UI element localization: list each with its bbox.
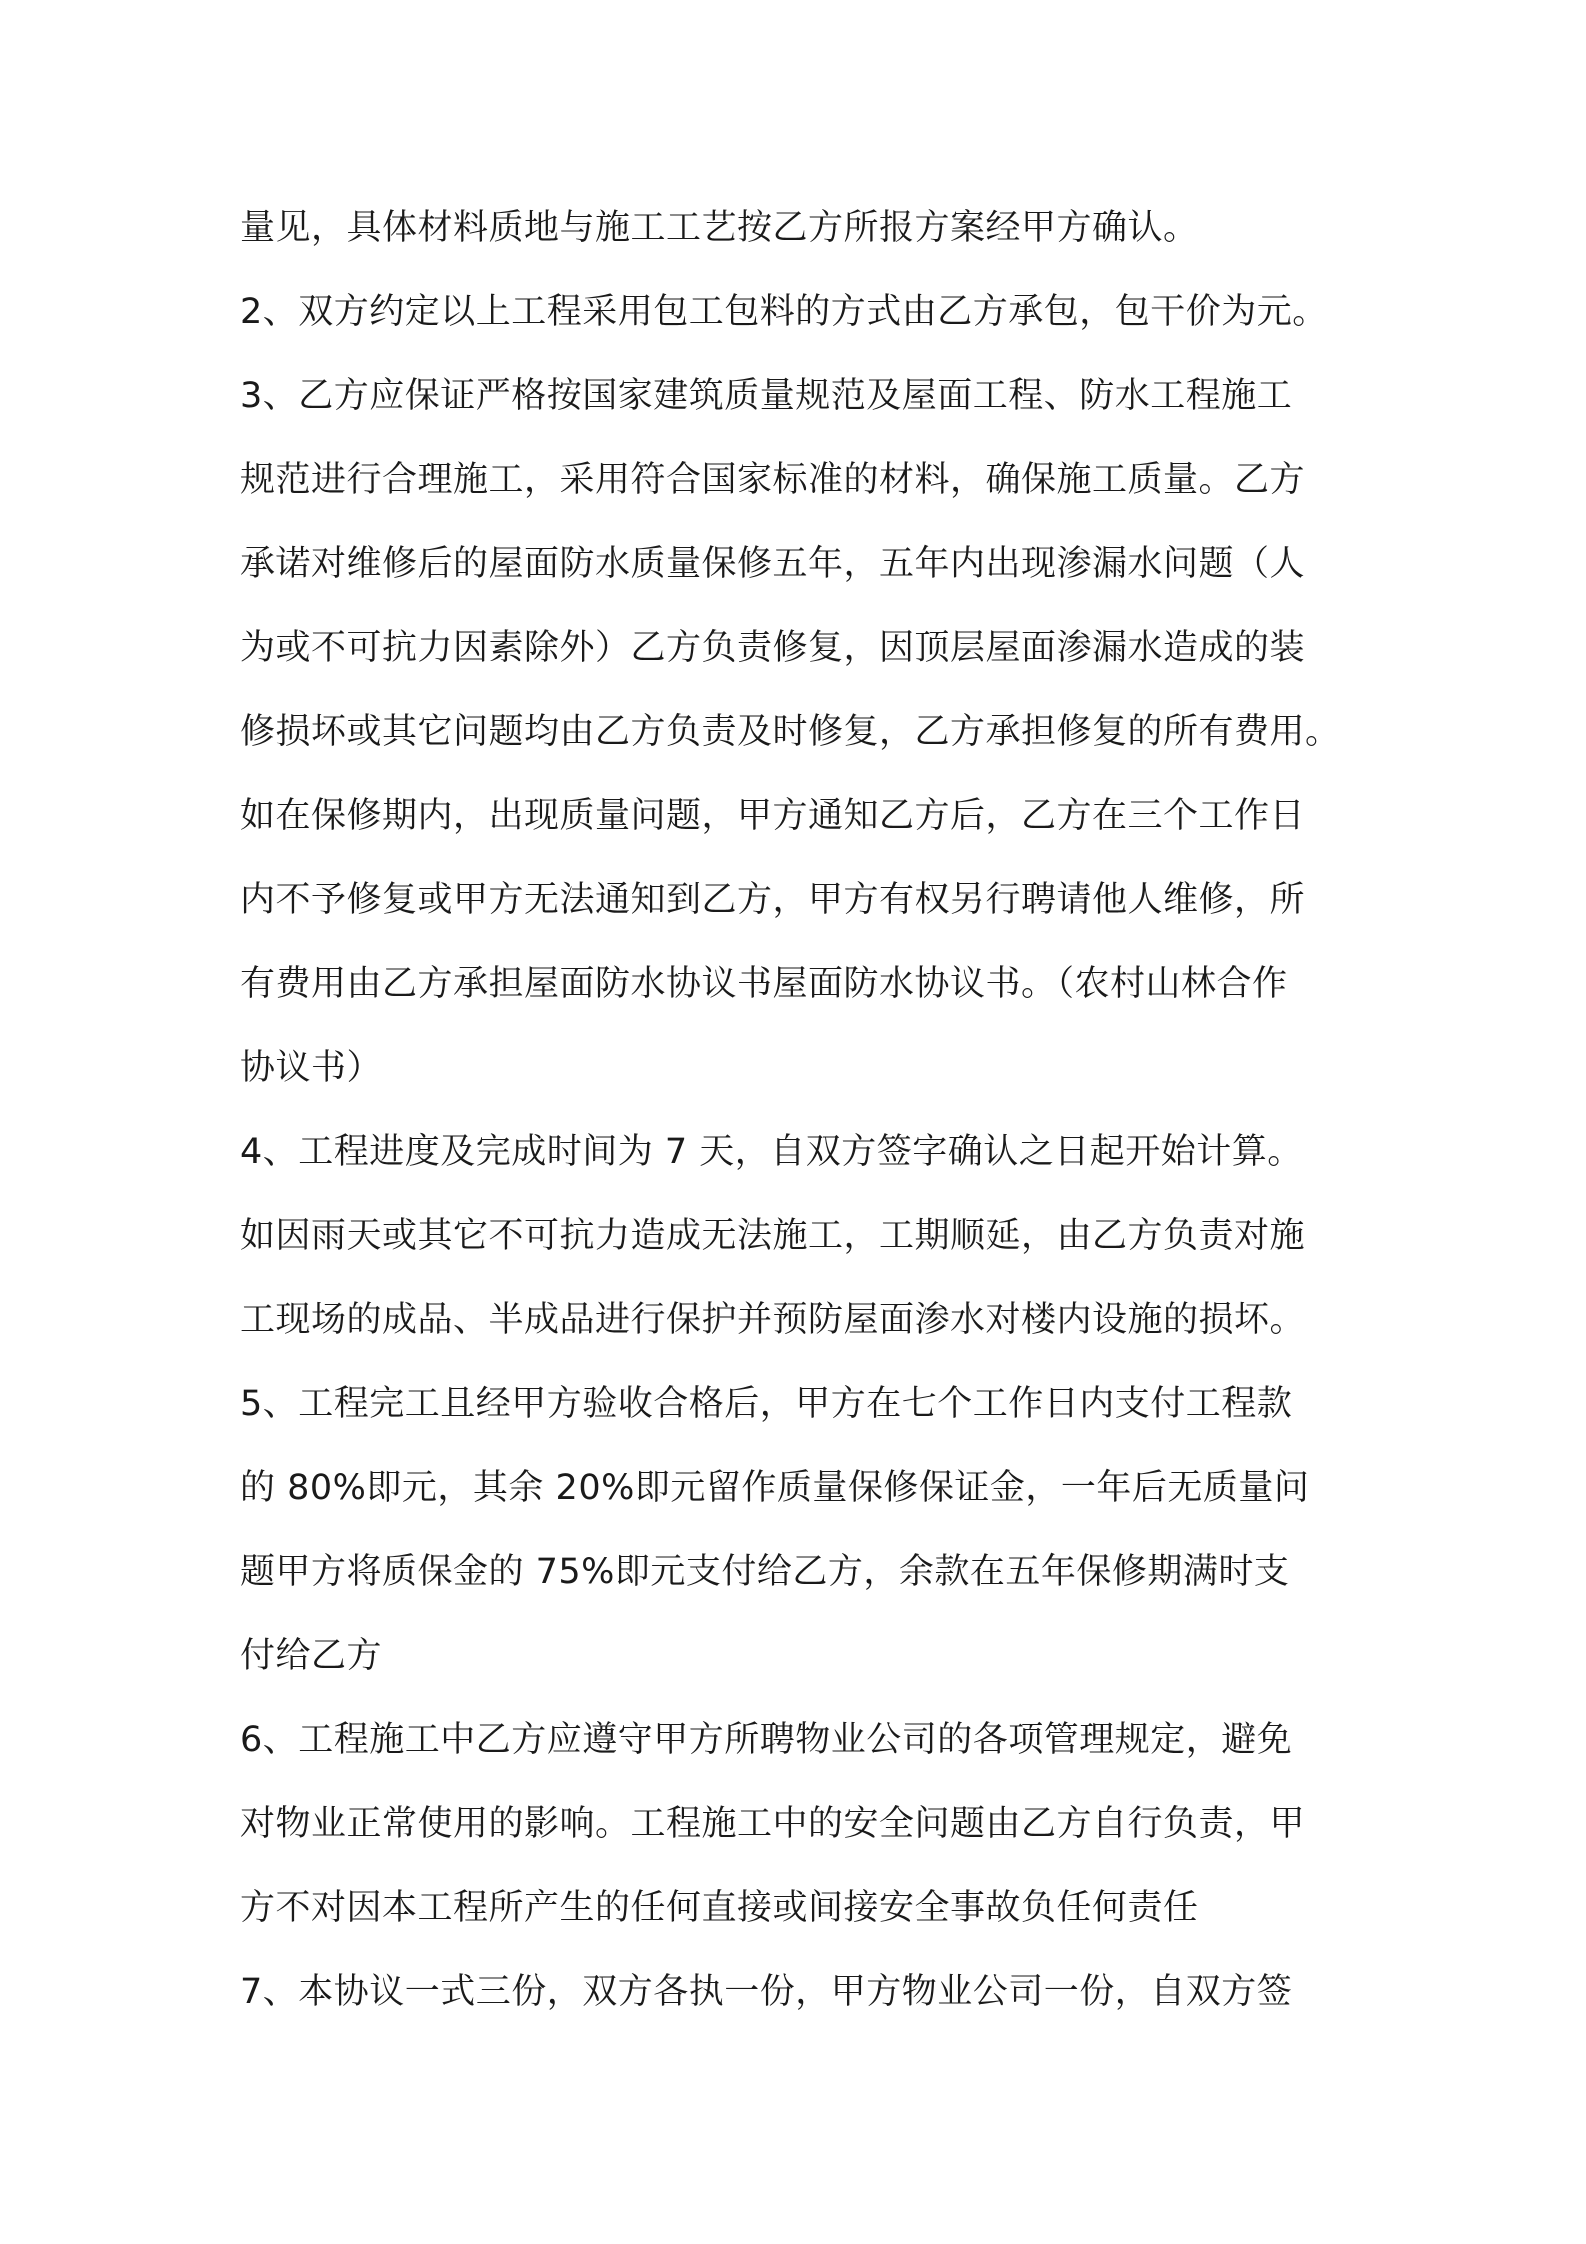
text-line: 题甲方将质保金的 75%即元支付给乙方，余款在五年保修期满时支 [240,1552,1290,1592]
text-line: 付给乙方 [240,1636,383,1676]
text-line: 内不予修复或甲方无法通知到乙方，甲方有权另行聘请他人维修，所 [240,880,1306,920]
text-line: 的 80%即元，其余 20%即元留作质量保修保证金，一年后无质量问 [240,1468,1310,1508]
text-line: 如在保修期内，出现质量问题，甲方通知乙方后，乙方在三个工作日 [240,796,1306,836]
text-line: 修损坏或其它问题均由乙方负责及时修复，乙方承担修复的所有费用。 [240,712,1341,752]
text-line: 4、工程进度及完成时间为 7 天，自双方签字确认之日起开始计算。 [240,1132,1303,1172]
text-line: 为或不可抗力因素除外）乙方负责修复，因顶层屋面渗漏水造成的装 [240,628,1306,668]
text-line: 规范进行合理施工，采用符合国家标准的材料，确保施工质量。乙方 [240,460,1306,500]
text-line: 5、工程完工且经甲方验收合格后，甲方在七个工作日内支付工程款 [240,1384,1293,1424]
text-line: 承诺对维修后的屋面防水质量保修五年，五年内出现渗漏水问题（人 [240,544,1306,584]
text-line: 对物业正常使用的影响。工程施工中的安全问题由乙方自行负责，甲 [240,1804,1306,1844]
text-line: 有费用由乙方承担屋面防水协议书屋面防水协议书。（农村山林合作 [240,964,1288,1004]
text-line: 2、双方约定以上工程采用包工包料的方式由乙方承包，包干价为元。 [240,292,1328,332]
text-line: 工现场的成品、半成品进行保护并预防屋面渗水对楼内设施的损坏。 [240,1300,1306,1340]
text-line: 7、本协议一式三份，双方各执一份，甲方物业公司一份，自双方签 [240,1972,1293,2012]
text-line: 6、工程施工中乙方应遵守甲方所聘物业公司的各项管理规定，避免 [240,1720,1293,1760]
text-line: 量见，具体材料质地与施工工艺按乙方所报方案经甲方确认。 [240,208,1199,248]
text-line: 协议书） [240,1048,383,1088]
text-line: 如因雨天或其它不可抗力造成无法施工，工期顺延，由乙方负责对施 [240,1216,1306,1256]
contract-text [240,186,1390,2034]
text-line: 3、乙方应保证严格按国家建筑质量规范及屋面工程、防水工程施工 [240,376,1293,416]
text-line: 方不对因本工程所产生的任何直接或间接安全事故负任何责任 [240,1888,1199,1928]
